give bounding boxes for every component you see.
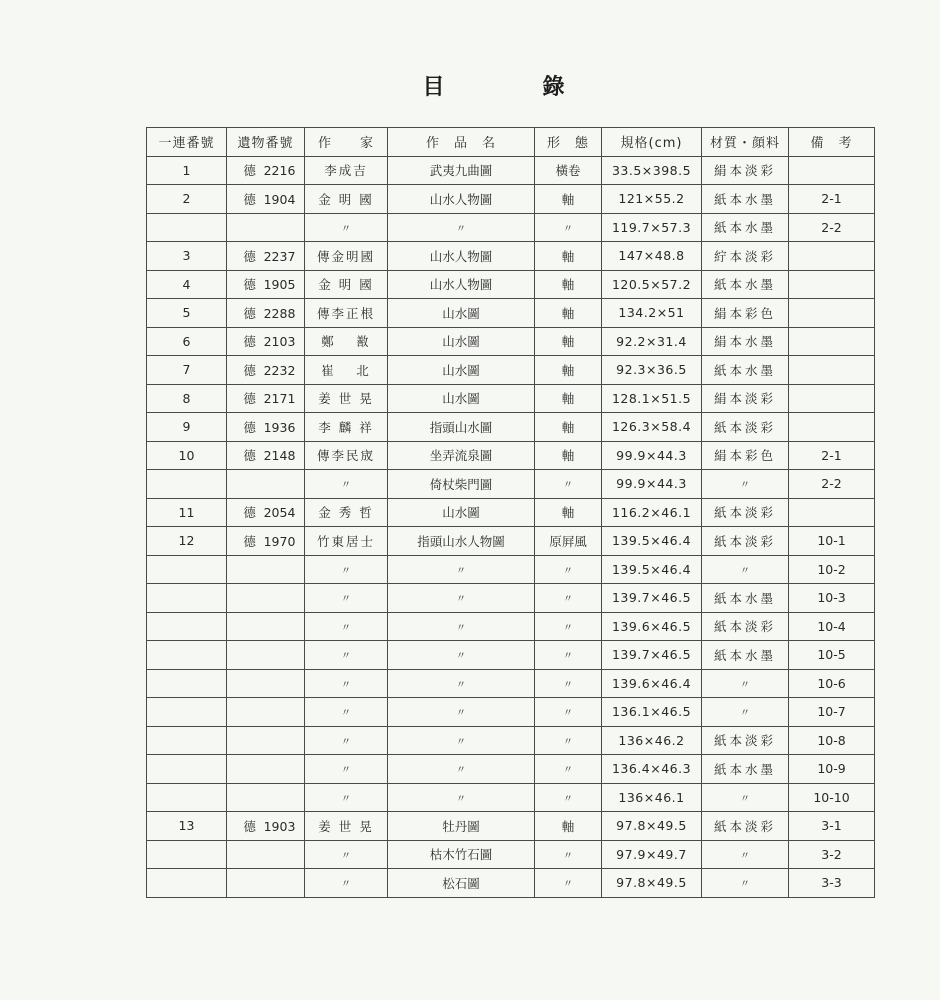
table-row (147, 270, 875, 299)
cell-format: 軸 (535, 270, 602, 299)
cell-format: 〃 (535, 783, 602, 812)
cell-remarks: 10-7 (789, 698, 875, 727)
cell-relic-no (227, 441, 305, 470)
cell-artist: 金 明 國 (305, 270, 388, 299)
cell-material: 紙本淡彩 (702, 498, 789, 527)
cell-serial-no (147, 755, 227, 784)
cell-relic-no (227, 726, 305, 755)
cell-material: 〃 (702, 698, 789, 727)
cell-work-title: 倚杖柴門圖 (388, 470, 535, 499)
cell-material: 紙本水墨 (702, 641, 789, 670)
relic-number: 1936 (263, 419, 296, 435)
relic-number: 2171 (263, 391, 296, 407)
cell-remarks: 3-2 (789, 840, 875, 869)
cell-work-title: 山水圖 (388, 327, 535, 356)
cell-format: 軸 (535, 299, 602, 328)
cell-format: 〃 (535, 698, 602, 727)
cell-format: 軸 (535, 441, 602, 470)
cell-serial-no (147, 783, 227, 812)
table-row (147, 698, 875, 727)
cell-artist: 〃 (305, 755, 388, 784)
cell-serial-no (147, 584, 227, 613)
cell-remarks: 10-10 (789, 783, 875, 812)
cell-serial-no (147, 470, 227, 499)
cell-artist: 〃 (305, 869, 388, 898)
table-row (147, 185, 875, 214)
relic-number: 2148 (263, 448, 296, 464)
cell-work-title: 〃 (388, 669, 535, 698)
table-row (147, 213, 875, 242)
cell-relic-no (227, 584, 305, 613)
cell-material: 紙本淡彩 (702, 527, 789, 556)
cell-dimensions: 126.3×58.4 (602, 413, 702, 442)
cell-relic-no (227, 213, 305, 242)
cell-relic-no (227, 327, 305, 356)
table-row (147, 783, 875, 812)
cell-dimensions: 97.8×49.5 (602, 869, 702, 898)
table-row (147, 641, 875, 670)
cell-work-title: 〃 (388, 641, 535, 670)
cell-material: 紙本水墨 (702, 270, 789, 299)
cell-work-title: 〃 (388, 698, 535, 727)
cell-material: 紙本淡彩 (702, 612, 789, 641)
cell-artist: 傳李正根 (305, 299, 388, 328)
table-row (147, 527, 875, 556)
cell-remarks (789, 156, 875, 185)
cell-material: 紙本淡彩 (702, 726, 789, 755)
page-title: 目 錄 (422, 75, 603, 100)
cell-material: 〃 (702, 783, 789, 812)
header-remarks: 備 考 (789, 128, 875, 157)
table-row (147, 242, 875, 271)
cell-work-title: 山水圖 (388, 356, 535, 385)
cell-format: 軸 (535, 384, 602, 413)
table-row (147, 669, 875, 698)
cell-remarks (789, 413, 875, 442)
cell-serial-no: 3 (147, 242, 227, 271)
cell-dimensions: 139.5×46.4 (602, 527, 702, 556)
cell-artist: 〃 (305, 213, 388, 242)
cell-work-title: 〃 (388, 584, 535, 613)
cell-material: 紵本淡彩 (702, 242, 789, 271)
cell-remarks (789, 384, 875, 413)
relic-prefix: 德 (243, 191, 256, 207)
cell-remarks (789, 327, 875, 356)
cell-serial-no: 5 (147, 299, 227, 328)
cell-serial-no: 10 (147, 441, 227, 470)
table-row (147, 356, 875, 385)
cell-relic-no (227, 384, 305, 413)
cell-material: 絹本彩色 (702, 441, 789, 470)
table-row (147, 413, 875, 442)
cell-artist: 〃 (305, 726, 388, 755)
cell-artist: 崔 北 (305, 356, 388, 385)
cell-material: 紙本淡彩 (702, 413, 789, 442)
cell-format: 軸 (535, 185, 602, 214)
cell-format: 橫卷 (535, 156, 602, 185)
cell-relic-no (227, 185, 305, 214)
cell-format: 〃 (535, 213, 602, 242)
cell-material: 紙本水墨 (702, 356, 789, 385)
cell-artist: 姜 世 晃 (305, 384, 388, 413)
cell-relic-no (227, 812, 305, 841)
cell-material: 〃 (702, 840, 789, 869)
table-row (147, 555, 875, 584)
cell-relic-no (227, 470, 305, 499)
cell-format: 〃 (535, 555, 602, 584)
cell-material: 〃 (702, 555, 789, 584)
cell-artist: 金 明 國 (305, 185, 388, 214)
cell-artist: 〃 (305, 840, 388, 869)
cell-relic-no (227, 641, 305, 670)
cell-material: 紙本水墨 (702, 755, 789, 784)
cell-serial-no (147, 840, 227, 869)
cell-dimensions: 139.6×46.5 (602, 612, 702, 641)
cell-remarks: 10-8 (789, 726, 875, 755)
cell-serial-no: 4 (147, 270, 227, 299)
cell-work-title: 枯木竹石圖 (388, 840, 535, 869)
cell-relic-no (227, 242, 305, 271)
cell-format: 軸 (535, 327, 602, 356)
cell-artist: 〃 (305, 641, 388, 670)
table-row (147, 156, 875, 185)
cell-remarks: 10-2 (789, 555, 875, 584)
cell-relic-no (227, 156, 305, 185)
relic-number: 2103 (263, 334, 296, 350)
cell-relic-no (227, 413, 305, 442)
cell-dimensions: 139.7×46.5 (602, 641, 702, 670)
cell-material: 〃 (702, 470, 789, 499)
cell-relic-no (227, 840, 305, 869)
header-format: 形 態 (535, 128, 602, 157)
cell-dimensions: 97.8×49.5 (602, 812, 702, 841)
cell-remarks: 2-1 (789, 185, 875, 214)
cell-remarks: 10-3 (789, 584, 875, 613)
cell-artist: 金 秀 哲 (305, 498, 388, 527)
cell-artist: 傳金明國 (305, 242, 388, 271)
relic-number: 1905 (263, 277, 296, 293)
cell-work-title: 〃 (388, 783, 535, 812)
cell-remarks: 10-1 (789, 527, 875, 556)
cell-serial-no: 13 (147, 812, 227, 841)
cell-remarks: 3-1 (789, 812, 875, 841)
cell-dimensions: 147×48.8 (602, 242, 702, 271)
cell-format: 〃 (535, 612, 602, 641)
relic-prefix: 德 (243, 448, 256, 464)
cell-format: 〃 (535, 641, 602, 670)
cell-remarks: 10-5 (789, 641, 875, 670)
table-row (147, 726, 875, 755)
relic-number: 2054 (263, 505, 296, 521)
cell-format: 〃 (535, 669, 602, 698)
cell-relic-no (227, 299, 305, 328)
cell-format: 〃 (535, 726, 602, 755)
table-row (147, 327, 875, 356)
relic-prefix: 德 (243, 362, 256, 378)
cell-serial-no (147, 213, 227, 242)
cell-dimensions: 92.3×36.5 (602, 356, 702, 385)
cell-relic-no (227, 527, 305, 556)
cell-work-title: 〃 (388, 755, 535, 784)
cell-serial-no (147, 726, 227, 755)
table-row (147, 812, 875, 841)
cell-dimensions: 139.5×46.4 (602, 555, 702, 584)
cell-work-title: 山水圖 (388, 384, 535, 413)
header-dimensions: 規格(cm) (602, 128, 702, 157)
cell-remarks: 3-3 (789, 869, 875, 898)
table-row (147, 470, 875, 499)
relic-prefix: 德 (243, 533, 256, 549)
cell-relic-no (227, 869, 305, 898)
cell-dimensions: 136×46.2 (602, 726, 702, 755)
cell-work-title: 武夷九曲圖 (388, 156, 535, 185)
cell-artist: 〃 (305, 669, 388, 698)
cell-dimensions: 136.4×46.3 (602, 755, 702, 784)
cell-format: 〃 (535, 755, 602, 784)
cell-material: 〃 (702, 869, 789, 898)
header-work-title: 作 品 名 (388, 128, 535, 157)
cell-format: 軸 (535, 242, 602, 271)
cell-remarks (789, 242, 875, 271)
cell-artist: 〃 (305, 698, 388, 727)
cell-artist: 〃 (305, 783, 388, 812)
header-relic-no: 遺物番號 (227, 128, 305, 157)
cell-relic-no (227, 270, 305, 299)
cell-dimensions: 99.9×44.3 (602, 470, 702, 499)
cell-work-title: 〃 (388, 555, 535, 584)
relic-number: 1903 (263, 818, 296, 834)
relic-prefix: 德 (243, 163, 256, 179)
cell-dimensions: 119.7×57.3 (602, 213, 702, 242)
cell-dimensions: 139.6×46.4 (602, 669, 702, 698)
table-header-row (147, 128, 875, 157)
cell-artist: 李 麟 祥 (305, 413, 388, 442)
cell-work-title: 〃 (388, 213, 535, 242)
cell-format: 原屛風 (535, 527, 602, 556)
cell-format: 〃 (535, 869, 602, 898)
relic-number: 2237 (263, 248, 296, 264)
cell-serial-no: 2 (147, 185, 227, 214)
cell-remarks (789, 270, 875, 299)
cell-remarks: 10-4 (789, 612, 875, 641)
cell-serial-no (147, 869, 227, 898)
cell-serial-no: 9 (147, 413, 227, 442)
cell-material: 絹本水墨 (702, 327, 789, 356)
cell-serial-no: 1 (147, 156, 227, 185)
cell-serial-no: 7 (147, 356, 227, 385)
cell-relic-no (227, 498, 305, 527)
cell-material: 絹本淡彩 (702, 156, 789, 185)
cell-artist: 姜 世 晃 (305, 812, 388, 841)
relic-number: 1904 (263, 191, 296, 207)
cell-material: 紙本水墨 (702, 213, 789, 242)
cell-artist: 鄭 敾 (305, 327, 388, 356)
relic-prefix: 德 (243, 505, 256, 521)
cell-material: 紙本淡彩 (702, 812, 789, 841)
cell-serial-no (147, 669, 227, 698)
cell-remarks: 2-2 (789, 213, 875, 242)
table-row (147, 384, 875, 413)
cell-dimensions: 120.5×57.2 (602, 270, 702, 299)
cell-work-title: 指頭山水人物圖 (388, 527, 535, 556)
cell-material: 紙本水墨 (702, 584, 789, 613)
cell-serial-no: 12 (147, 527, 227, 556)
relic-prefix: 德 (243, 818, 256, 834)
cell-material: 〃 (702, 669, 789, 698)
cell-artist: 竹東居士 (305, 527, 388, 556)
header-material: 材質・顔料 (702, 128, 789, 157)
cell-artist: 〃 (305, 555, 388, 584)
cell-remarks: 2-1 (789, 441, 875, 470)
cell-dimensions: 121×55.2 (602, 185, 702, 214)
cell-serial-no: 8 (147, 384, 227, 413)
cell-artist: 〃 (305, 584, 388, 613)
relic-prefix: 德 (243, 277, 256, 293)
cell-dimensions: 33.5×398.5 (602, 156, 702, 185)
cell-remarks (789, 356, 875, 385)
table-row (147, 299, 875, 328)
cell-dimensions: 136×46.1 (602, 783, 702, 812)
cell-relic-no (227, 783, 305, 812)
cell-dimensions: 97.9×49.7 (602, 840, 702, 869)
cell-relic-no (227, 612, 305, 641)
relic-prefix: 德 (243, 419, 256, 435)
cell-remarks (789, 498, 875, 527)
cell-work-title: 〃 (388, 612, 535, 641)
cell-relic-no (227, 755, 305, 784)
cell-relic-no (227, 555, 305, 584)
cell-work-title: 牡丹圖 (388, 812, 535, 841)
cell-relic-no (227, 669, 305, 698)
cell-format: 〃 (535, 470, 602, 499)
cell-serial-no (147, 641, 227, 670)
cell-work-title: 山水人物圖 (388, 270, 535, 299)
cell-work-title: 坐弄流泉圖 (388, 441, 535, 470)
cell-dimensions: 92.2×31.4 (602, 327, 702, 356)
cell-remarks (789, 299, 875, 328)
cell-work-title: 指頭山水圖 (388, 413, 535, 442)
cell-relic-no (227, 356, 305, 385)
cell-material: 絹本彩色 (702, 299, 789, 328)
cell-serial-no: 6 (147, 327, 227, 356)
cell-format: 軸 (535, 413, 602, 442)
cell-serial-no (147, 612, 227, 641)
cell-work-title: 山水圖 (388, 299, 535, 328)
relic-number: 2232 (263, 362, 296, 378)
cell-work-title: 山水圖 (388, 498, 535, 527)
table-row (147, 441, 875, 470)
cell-artist: 傳李民宬 (305, 441, 388, 470)
cell-format: 軸 (535, 356, 602, 385)
cell-format: 軸 (535, 498, 602, 527)
cell-dimensions: 134.2×51 (602, 299, 702, 328)
cell-dimensions: 136.1×46.5 (602, 698, 702, 727)
cell-material: 絹本淡彩 (702, 384, 789, 413)
relic-number: 2216 (263, 163, 296, 179)
cell-artist: 李成吉 (305, 156, 388, 185)
table-row (147, 498, 875, 527)
cell-format: 〃 (535, 840, 602, 869)
cell-work-title: 〃 (388, 726, 535, 755)
catalog-table (146, 127, 875, 898)
cell-serial-no: 11 (147, 498, 227, 527)
cell-work-title: 松石圖 (388, 869, 535, 898)
cell-relic-no (227, 698, 305, 727)
cell-dimensions: 99.9×44.3 (602, 441, 702, 470)
relic-number: 2288 (263, 305, 296, 321)
cell-dimensions: 139.7×46.5 (602, 584, 702, 613)
cell-material: 紙本水墨 (702, 185, 789, 214)
table-row (147, 584, 875, 613)
cell-artist: 〃 (305, 470, 388, 499)
table-row (147, 755, 875, 784)
relic-prefix: 德 (243, 305, 256, 321)
header-artist: 作 家 (305, 128, 388, 157)
cell-dimensions: 128.1×51.5 (602, 384, 702, 413)
header-serial-no: 一連番號 (147, 128, 227, 157)
relic-prefix: 德 (243, 248, 256, 264)
table-row (147, 612, 875, 641)
cell-work-title: 山水人物圖 (388, 185, 535, 214)
cell-format: 軸 (535, 812, 602, 841)
cell-serial-no (147, 555, 227, 584)
cell-remarks: 10-6 (789, 669, 875, 698)
relic-prefix: 德 (243, 334, 256, 350)
cell-dimensions: 116.2×46.1 (602, 498, 702, 527)
table-row (147, 869, 875, 898)
cell-format: 〃 (535, 584, 602, 613)
relic-number: 1970 (263, 533, 296, 549)
cell-work-title: 山水人物圖 (388, 242, 535, 271)
table-row (147, 840, 875, 869)
cell-remarks: 10-9 (789, 755, 875, 784)
relic-prefix: 德 (243, 391, 256, 407)
cell-artist: 〃 (305, 612, 388, 641)
cell-serial-no (147, 698, 227, 727)
cell-remarks: 2-2 (789, 470, 875, 499)
